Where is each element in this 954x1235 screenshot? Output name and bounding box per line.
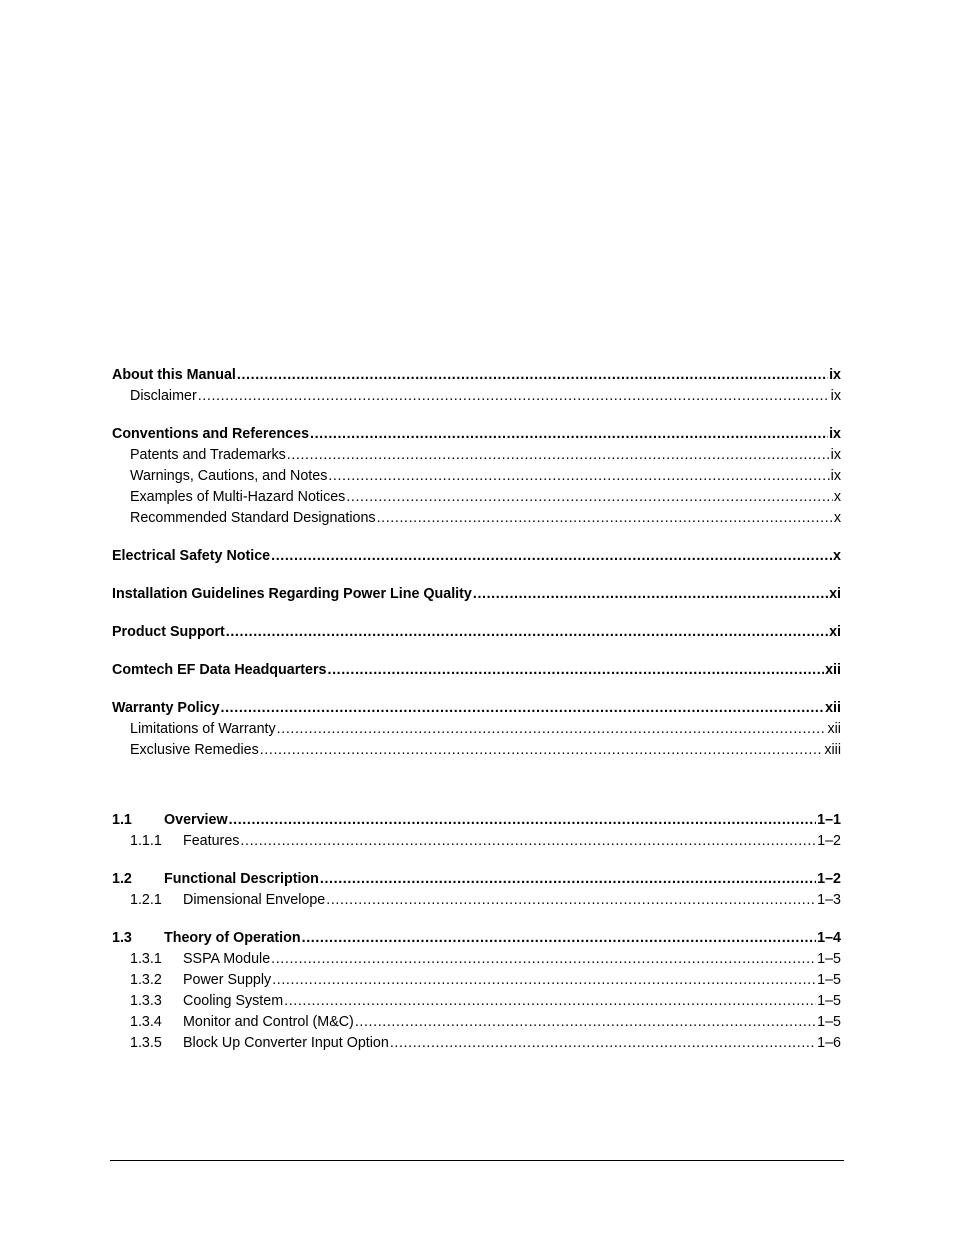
toc-entry-page: xii (825, 662, 841, 678)
toc-subentry[interactable] (112, 1012, 841, 1033)
toc-entry-title: Warnings, Cautions, and Notes (130, 468, 328, 484)
toc-entry-page: 1–5 (817, 972, 841, 988)
toc-entry-title: Power Supply (183, 972, 272, 988)
toc-subentry[interactable] (112, 386, 841, 407)
toc-subentry[interactable] (112, 970, 841, 991)
dot-leader (328, 660, 825, 681)
dot-leader (272, 970, 816, 991)
dot-leader (271, 546, 832, 567)
toc-subentry[interactable] (112, 740, 841, 761)
toc-entry-page: 1–5 (817, 1014, 841, 1030)
toc-entry-page: ix (829, 367, 841, 383)
dot-leader (229, 810, 817, 831)
toc-entry[interactable] (112, 546, 841, 567)
dot-leader (326, 890, 816, 911)
toc-entry-title: Disclaimer (130, 388, 197, 404)
toc-entry-page: ix (829, 426, 841, 442)
toc-entry-number: 1.1.1 (130, 833, 162, 849)
toc-entry-title: Cooling System (183, 993, 284, 1009)
toc-entry-title: Limitations of Warranty (130, 721, 276, 737)
toc-entry-title: Patents and Trademarks (130, 447, 286, 463)
toc-entry-page: xii (825, 700, 841, 716)
dot-leader (320, 869, 816, 890)
toc-entry-number: 1.1 (112, 812, 132, 828)
toc-entry[interactable] (112, 869, 841, 890)
toc-section (112, 869, 841, 911)
toc-entry-page: 1–4 (817, 930, 841, 946)
dot-leader (237, 365, 828, 386)
toc-section (112, 698, 841, 761)
toc-entry-title: Overview (164, 812, 228, 828)
toc-entry[interactable] (112, 424, 841, 445)
toc-entry-page: x (833, 489, 841, 505)
dot-leader (302, 928, 817, 949)
toc-section (112, 660, 841, 681)
toc-section (112, 365, 841, 407)
toc-entry-page: x (833, 548, 841, 564)
dot-leader (271, 949, 816, 970)
toc-subentry[interactable] (112, 949, 841, 970)
dot-leader (473, 584, 828, 605)
toc-entry[interactable] (112, 584, 841, 605)
toc-entry-title: Comtech EF Data Headquarters (112, 662, 327, 678)
dot-leader (221, 698, 825, 719)
toc-entry[interactable] (112, 622, 841, 643)
toc-subentry[interactable] (112, 508, 841, 529)
toc-subentry[interactable] (112, 890, 841, 911)
toc-entry-page: ix (830, 388, 841, 404)
toc-entry-number: 1.3.5 (130, 1035, 162, 1051)
toc-entry-page: ix (830, 447, 841, 463)
toc-entry-number: 1.2.1 (130, 892, 162, 908)
toc-entry-title: SSPA Module (183, 951, 271, 967)
toc-subentry[interactable] (112, 991, 841, 1012)
toc-entry-page: 1–1 (817, 812, 841, 828)
toc-entry-page: 1–3 (817, 892, 841, 908)
dot-leader (240, 831, 816, 852)
toc-entry-title: About this Manual (112, 367, 236, 383)
toc-entry-number: 1.3 (112, 930, 132, 946)
toc-subentry[interactable] (112, 719, 841, 740)
toc-entry-page: xi (829, 586, 841, 602)
toc-subentry[interactable] (112, 445, 841, 466)
toc-entry-number: 1.3.3 (130, 993, 162, 1009)
toc-entry-page: 1–5 (817, 993, 841, 1009)
toc-entry-page: xi (829, 624, 841, 640)
dot-leader (260, 740, 824, 761)
toc-entry-title: Block Up Converter Input Option (183, 1035, 389, 1051)
toc-entry-title: Monitor and Control (M&C) (183, 1014, 354, 1030)
dot-leader (277, 719, 827, 740)
toc-section (112, 424, 841, 529)
toc-entry-title: Exclusive Remedies (130, 742, 259, 758)
toc-entry-title: Dimensional Envelope (183, 892, 326, 908)
toc-entry-page: 1–2 (817, 871, 841, 887)
dot-leader (328, 466, 829, 487)
toc-section (112, 622, 841, 643)
dot-leader (377, 508, 833, 529)
toc-entry-number: 1.3.2 (130, 972, 162, 988)
toc-section (112, 810, 841, 852)
footer-rule (110, 1160, 844, 1161)
toc-entry-number: 1.2 (112, 871, 132, 887)
toc-entry-title: Recommended Standard Designations (130, 510, 376, 526)
toc-entry-number: 1.3.1 (130, 951, 162, 967)
toc-entry[interactable] (112, 660, 841, 681)
toc-entry[interactable] (112, 810, 841, 831)
toc-entry-number: 1.3.4 (130, 1014, 162, 1030)
toc-subentry[interactable] (112, 487, 841, 508)
toc-entry-page: x (833, 510, 841, 526)
toc-entry-page: 1–6 (817, 1035, 841, 1051)
toc-entry-page: xii (827, 721, 841, 737)
toc-entry-title: Warranty Policy (112, 700, 220, 716)
toc-entry-page: 1–2 (817, 833, 841, 849)
toc-entry-title: Examples of Multi-Hazard Notices (130, 489, 346, 505)
toc-entry-page: xiii (824, 742, 841, 758)
toc-section (112, 928, 841, 1054)
dot-leader (287, 445, 830, 466)
toc-entry-title: Features (183, 833, 240, 849)
toc-entry-page: 1–5 (817, 951, 841, 967)
toc-entry-title: Functional Description (164, 871, 319, 887)
toc-subentry[interactable] (112, 466, 841, 487)
toc-entry[interactable] (112, 928, 841, 949)
dot-leader (390, 1033, 816, 1054)
toc-entry[interactable] (112, 365, 841, 386)
toc-entry-title: Installation Guidelines Regarding Power Line Quality (112, 586, 472, 602)
toc-entry-title: Electrical Safety Notice (112, 548, 271, 564)
toc-subentry[interactable] (112, 831, 841, 852)
toc-entry-title: Product Support (112, 624, 225, 640)
dot-leader (346, 487, 833, 508)
dot-leader (226, 622, 828, 643)
dot-leader (284, 991, 816, 1012)
toc-section (112, 584, 841, 605)
toc-entry-title: Conventions and References (112, 426, 310, 442)
toc-section (112, 546, 841, 567)
toc-entry[interactable] (112, 698, 841, 719)
dot-leader (198, 386, 830, 407)
table-of-contents (112, 365, 841, 1071)
toc-subentry[interactable] (112, 1033, 841, 1054)
dot-leader (310, 424, 828, 445)
toc-entry-title: Theory of Operation (164, 930, 301, 946)
dot-leader (355, 1012, 816, 1033)
toc-entry-page: ix (830, 468, 841, 484)
